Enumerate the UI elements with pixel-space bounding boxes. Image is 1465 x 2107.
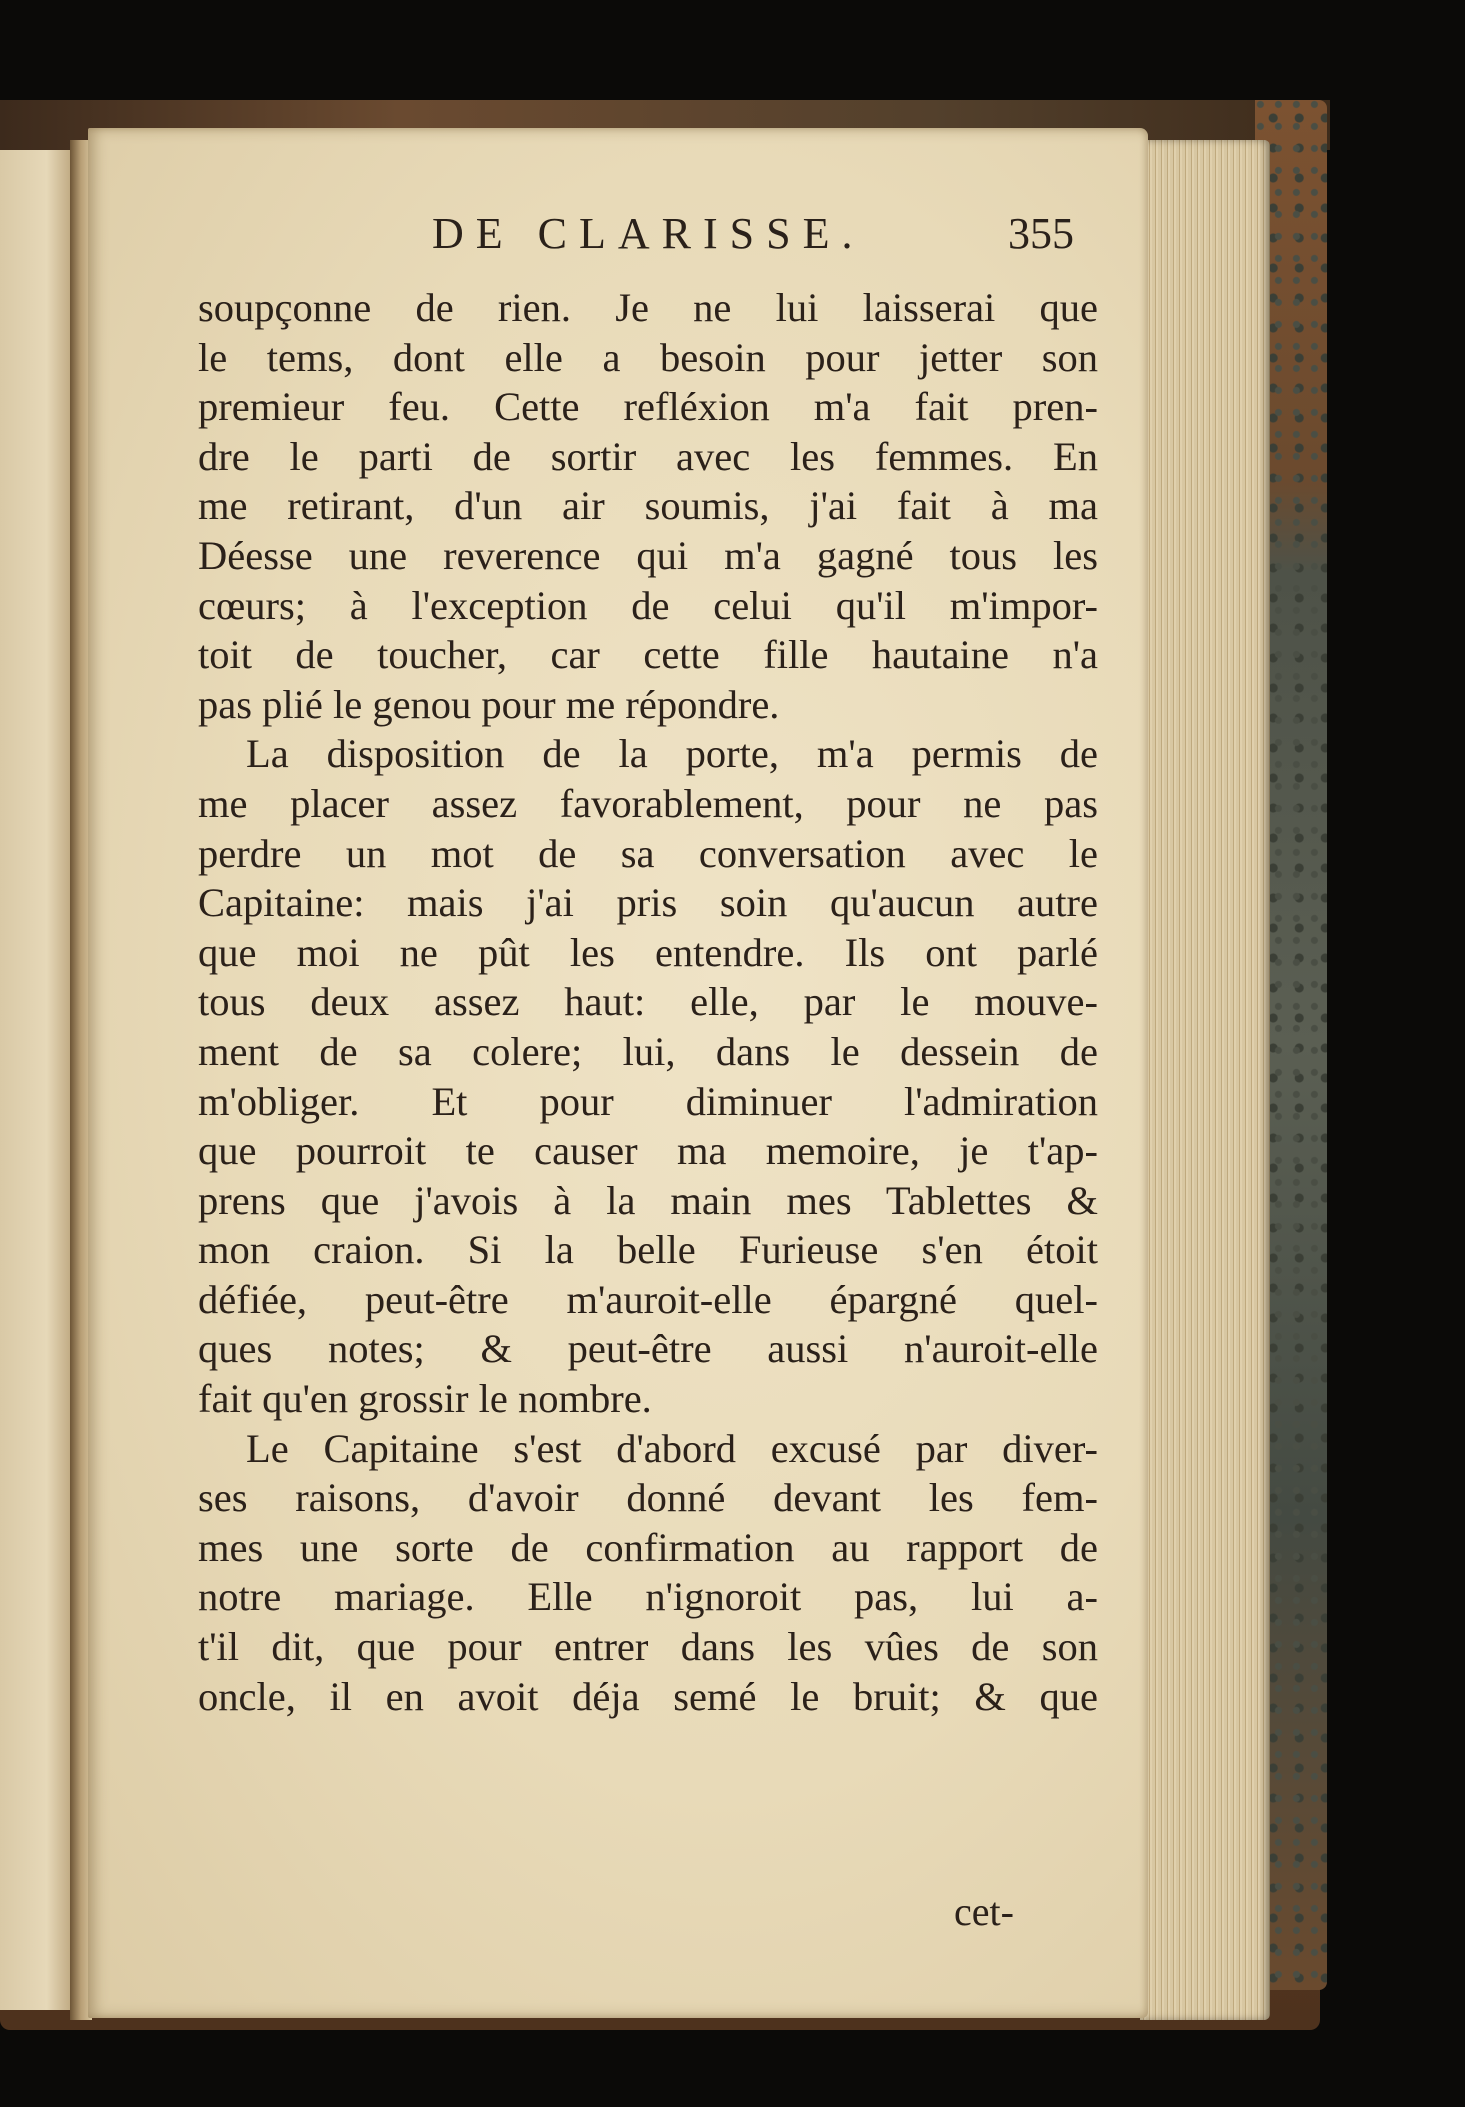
text-line: me retirant, d'un air soumis, j'ai fait à ma <box>198 483 1098 529</box>
text-line: oncle, il en avoit déja semé le bruit; & que <box>198 1673 1098 1719</box>
text-line: mes une sorte de confirmation au rapport de <box>198 1524 1098 1570</box>
page-edges <box>1140 140 1270 2020</box>
text-line: t'il dit, que pour entrer dans les vûes de son <box>198 1624 1098 1670</box>
text-line: le tems, dont elle a besoin pour jetter son <box>198 334 1098 380</box>
text-line: notre mariage. Elle n'ignoroit pas, lui a- <box>198 1574 1098 1620</box>
text-line: premieur feu. Cette refléxion m'a fait pren- <box>198 384 1098 430</box>
text-line: soupçonne de rien. Je ne lui laisserai que <box>198 285 1098 330</box>
text-line: cœurs; à l'exception de celui qu'il m'impor- <box>198 582 1098 628</box>
text-line: défiée, peut-être m'auroit-elle épargné quel- <box>198 1276 1098 1322</box>
text-line: pas plié le genou pour me répondre. <box>198 681 780 727</box>
text-line: tous deux assez haut: elle, par le mouve- <box>198 979 1098 1025</box>
text-line: fait qu'en grossir le nombre. <box>198 1376 652 1422</box>
text-line: dre le parti de sortir avec les femmes. En <box>198 433 1098 479</box>
text-line: que pourroit te causer ma memoire, je t'ap- <box>198 1128 1098 1174</box>
text-line: Capitaine: mais j'ai pris soin qu'aucun autre <box>198 880 1098 926</box>
page-header <box>348 208 1088 278</box>
text-line: ques notes; & peut-être aussi n'auroit-elle <box>198 1326 1098 1372</box>
text-line: m'obliger. Et pour diminuer l'admiration <box>198 1078 1098 1124</box>
body-text <box>198 283 1098 1721</box>
text-line: Déesse une reverence qui m'a gagné tous les <box>198 532 1098 578</box>
text-line: mon craion. Si la belle Furieuse s'en étoit <box>198 1227 1098 1273</box>
page-number: 355 <box>1008 209 1074 258</box>
text-line: ses raisons, d'avoir donné devant les fem- <box>198 1475 1098 1521</box>
text-line: prens que j'avois à la main mes Tablettes & <box>198 1177 1098 1223</box>
text-line: toit de toucher, car cette fille hautaine n'a <box>198 632 1098 678</box>
catchword: cet- <box>954 1889 1014 1934</box>
text-line: me placer assez favorablement, pour ne pas <box>198 780 1098 826</box>
text-line: La disposition de la porte, m'a permis de <box>246 731 1098 777</box>
text-line: perdre un mot de sa conversation avec le <box>198 830 1098 876</box>
book-page <box>88 128 1148 2018</box>
left-page <box>0 150 78 2010</box>
text-line: que moi ne pût les entendre. Ils ont parlé <box>198 929 1098 975</box>
running-head: DE CLARISSE. <box>432 209 865 258</box>
text-line: ment de sa colere; lui, dans le dessein de <box>198 1028 1098 1074</box>
text-line: Le Capitaine s'est d'abord excusé par diver- <box>246 1425 1098 1471</box>
